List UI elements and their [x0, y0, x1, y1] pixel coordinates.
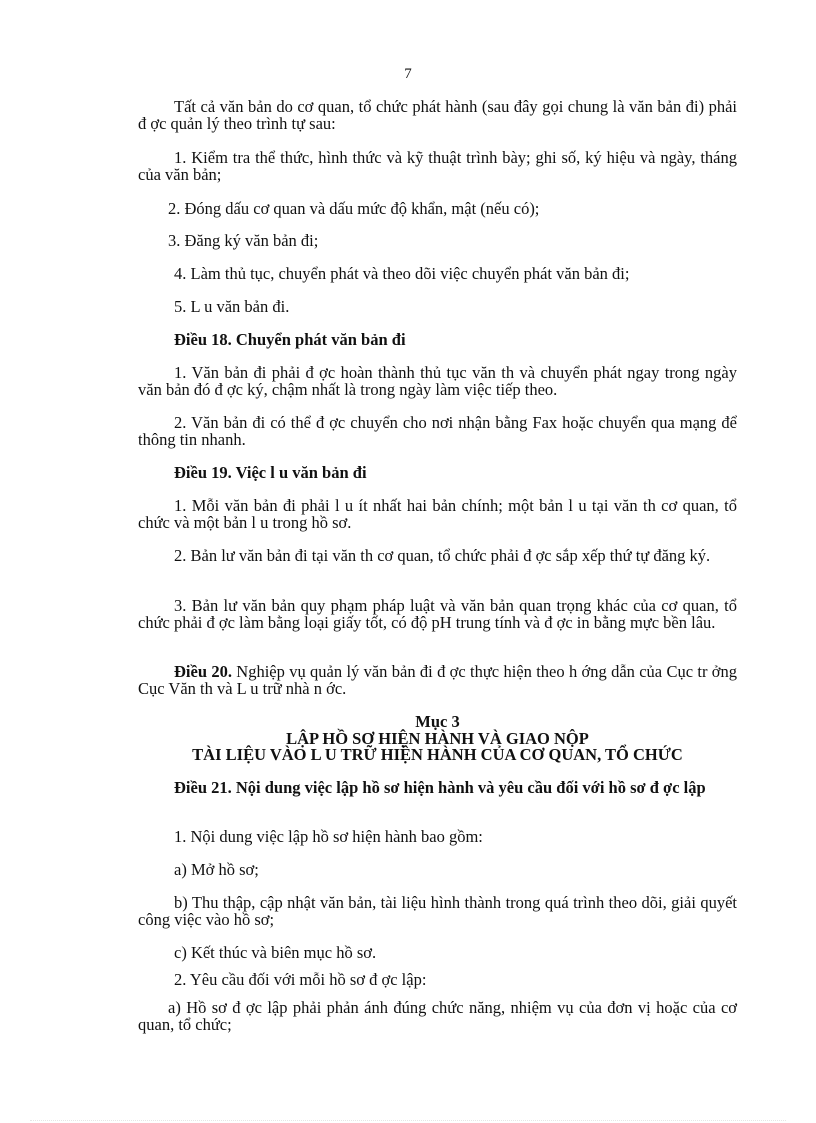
article-21-item-a: a) Mở hồ sơ; — [174, 860, 259, 879]
intro-paragraph: Tất cả văn bản do cơ quan, tổ chức phát hành (sau đây gọi chung là văn bản đi) phải đ ợc quản lý theo trình tự sau: — [138, 97, 737, 133]
section-title-line-1: LẬP HỒ SƠ HIỆN HÀNH VÀ GIAO NỘP — [286, 729, 589, 748]
article-19-clause-2: 2. Bản lư văn bản đi tại văn th cơ quan, tổ chức phải đ ợc sắp xếp thứ tự đăng ký. — [174, 546, 711, 565]
article-20 — [138, 663, 737, 697]
article-21-clause-1: 1. Nội dung việc lập hồ sơ hiện hành bao gồm: — [174, 827, 483, 846]
step-2: 2. Đóng dấu cơ quan và dấu mức độ khẩn, mật (nếu có); — [168, 199, 540, 218]
article-21-title: Điều 21. Nội dung việc lập hồ sơ hiện hành và yêu cầu đối với hồ sơ đ ợc lập — [174, 778, 706, 797]
page-bottom-divider — [30, 1120, 786, 1121]
article-19-clause-3: 3. Bản lư văn bản quy phạm pháp luật và văn bản quan trọng khác của cơ quan, tổ chức phải đ ợc làm bằng loại giấy tốt, có độ pH trung tính và đ ợc in bằng mực bền lâu. — [138, 596, 737, 632]
section-heading: Mục 3 — [415, 712, 460, 731]
article-21-clause-2-item-a: a) Hồ sơ đ ợc lập phải phản ánh đúng chức năng, nhiệm vụ của đơn vị hoặc của cơ quan, tổ chức; — [138, 998, 737, 1034]
article-18-title: Điều 18. Chuyển phát văn bản đi — [174, 330, 406, 349]
article-20-label: Điều 20. — [174, 662, 232, 681]
article-18-clause-2: 2. Văn bản đi có thể đ ợc chuyển cho nơi nhận bằng Fax hoặc chuyển qua mạng để thông tin nhanh. — [138, 413, 737, 449]
article-21-item-b: b) Thu thập, cập nhật văn bản, tài liệu hình thành trong quá trình theo dõi, giải quyết công việc vào hồ sơ; — [138, 893, 737, 929]
article-19-title: Điều 19. Việc l u văn bản đi — [174, 463, 367, 482]
article-20-text: Nghiệp vụ quản lý văn bản đi đ ợc thực hiện theo h ớng dẫn của Cục tr ởng Cục Văn th và L u trữ nhà n ớc. — [138, 662, 738, 698]
section-title-line-2: TÀI LIỆU VÀO L U TRỮ HIỆN HÀNH CỦA CƠ QUAN, TỔ CHỨC — [192, 745, 683, 764]
step-1: 1. Kiểm tra thể thức, hình thức và kỹ thuật trình bày; ghi số, ký hiệu và ngày, tháng của văn bản; — [138, 148, 737, 184]
step-4: 4. Làm thủ tục, chuyển phát và theo dõi việc chuyển phát văn bản đi; — [174, 264, 630, 283]
article-18-clause-1: 1. Văn bản đi phải đ ợc hoàn thành thủ tục văn th và chuyển phát ngay trong ngày văn bản đó đ ợc ký, chậm nhất là trong ngày làm việc tiếp theo. — [138, 363, 737, 399]
article-21-item-c: c) Kết thúc và biên mục hồ sơ. — [174, 943, 377, 962]
article-21-clause-2: 2. Yêu cầu đối với mỗi hồ sơ đ ợc lập: — [174, 970, 427, 989]
article-19-clause-1: 1. Mỗi văn bản đi phải l u ít nhất hai bản chính; một bản l u tại văn th cơ quan, tổ chức và một bản l u trong hồ sơ. — [138, 496, 737, 532]
step-5: 5. L u văn bản đi. — [174, 297, 290, 316]
page-number: 7 — [404, 66, 412, 82]
step-3: 3. Đăng ký văn bản đi; — [168, 231, 319, 250]
